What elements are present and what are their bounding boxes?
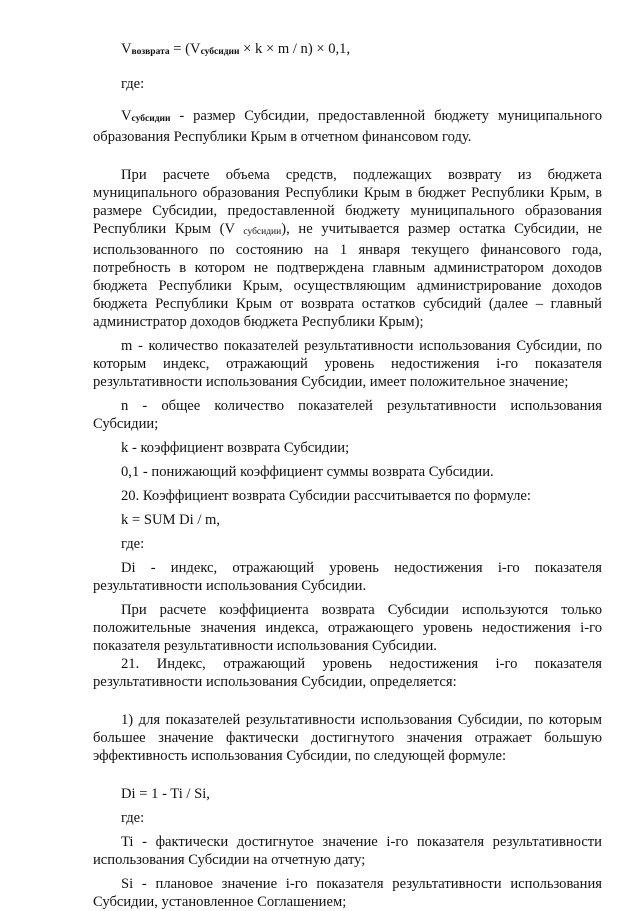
def-v-subscript: субсидии bbox=[131, 114, 171, 124]
calc-text-b: ), не учитывается размер остатка Субсидии, не использованного по состоянию на 1 января текущего финансового года, потребность в котором не подтверждена главным администратором доходов бюджета Республики Крым, осуществляющим администрирование доходов бюджета Республики Крым от возврата остатков субсидий (далее – главный администратор доходов бюджета Республики Крым); bbox=[93, 221, 602, 330]
definition-v-subsidy bbox=[93, 107, 602, 146]
definition-0-1: 0,1 - понижающий коэффициент суммы возврата Субсидии. bbox=[121, 464, 494, 480]
formula-eq: = (V bbox=[169, 41, 201, 57]
where-label-2: где: bbox=[121, 536, 145, 552]
definition-ti: Ti - фактически достигнутое значение i-го показателя результативности использования Субсидии на отчетную дату; bbox=[93, 834, 602, 868]
formula-v-subscript: возврата bbox=[131, 47, 170, 57]
formula-v-subscript-2: субсидии bbox=[200, 47, 240, 57]
definition-si: Si - плановое значение i-го показателя результативности использования Субсидии, установленное Соглашением; bbox=[93, 876, 602, 910]
formula-rest: × k × m / n) × 0,1, bbox=[239, 41, 351, 57]
paragraph-21: 21. Индекс, отражающий уровень недостижения i-го показателя результативности использования Субсидии, определяется: bbox=[93, 656, 602, 690]
where-label-1: где: bbox=[121, 76, 145, 92]
def-v: V bbox=[121, 108, 132, 124]
where-label-3: где: bbox=[121, 810, 145, 826]
calc-subscript: субсидии bbox=[243, 227, 282, 237]
formula-return-volume bbox=[93, 40, 602, 61]
paragraph-calculation bbox=[93, 166, 602, 331]
formula-index: Di = 1 - Ti / Si, bbox=[121, 786, 210, 802]
paragraph-20: 20. Коэффициент возврата Субсидии рассчитывается по формуле: bbox=[121, 488, 531, 504]
item-1: 1) для показателей результативности использования Субсидии, по которым большее значение фактически достигнутого значения отражает большую эффективность использования Субсидии, по следующей формуле: bbox=[93, 712, 602, 764]
definition-m: m - количество показателей результативности использования Субсидии, по которым индекс, отражающий уровень недостижения i-го показателя результативности использования Субсидии, имеет положительное значение; bbox=[93, 338, 602, 390]
formula-return-coefficient: k = SUM Di / m, bbox=[121, 512, 221, 528]
definition-di: Di - индекс, отражающий уровень недостижения i-го показателя результативности использования Субсидии. bbox=[93, 560, 602, 594]
definition-k: k - коэффициент возврата Субсидии; bbox=[121, 440, 350, 456]
paragraph-positive-values: При расчете коэффициента возврата Субсидии используются только положительные значения индекса, отражающего уровень недостижения i-го показателя результативности использования Субсидии. bbox=[93, 602, 602, 654]
definition-n: n - общее количество показателей результативности использования Субсидии; bbox=[93, 398, 602, 432]
calc-text-a: При расчете объема средств, подлежащих возврату из бюджета муниципального образования Республики Крым в бюджет Республики Крым, в размере Субсидии, предоставленной бюджету муниципального образования Республики Крым (V bbox=[93, 167, 602, 237]
formula-v: V bbox=[121, 41, 132, 57]
def-v-text: - размер Субсидии, предоставленной бюджету муниципального образования Республики Крым в отчетном финансовом году. bbox=[93, 108, 602, 145]
